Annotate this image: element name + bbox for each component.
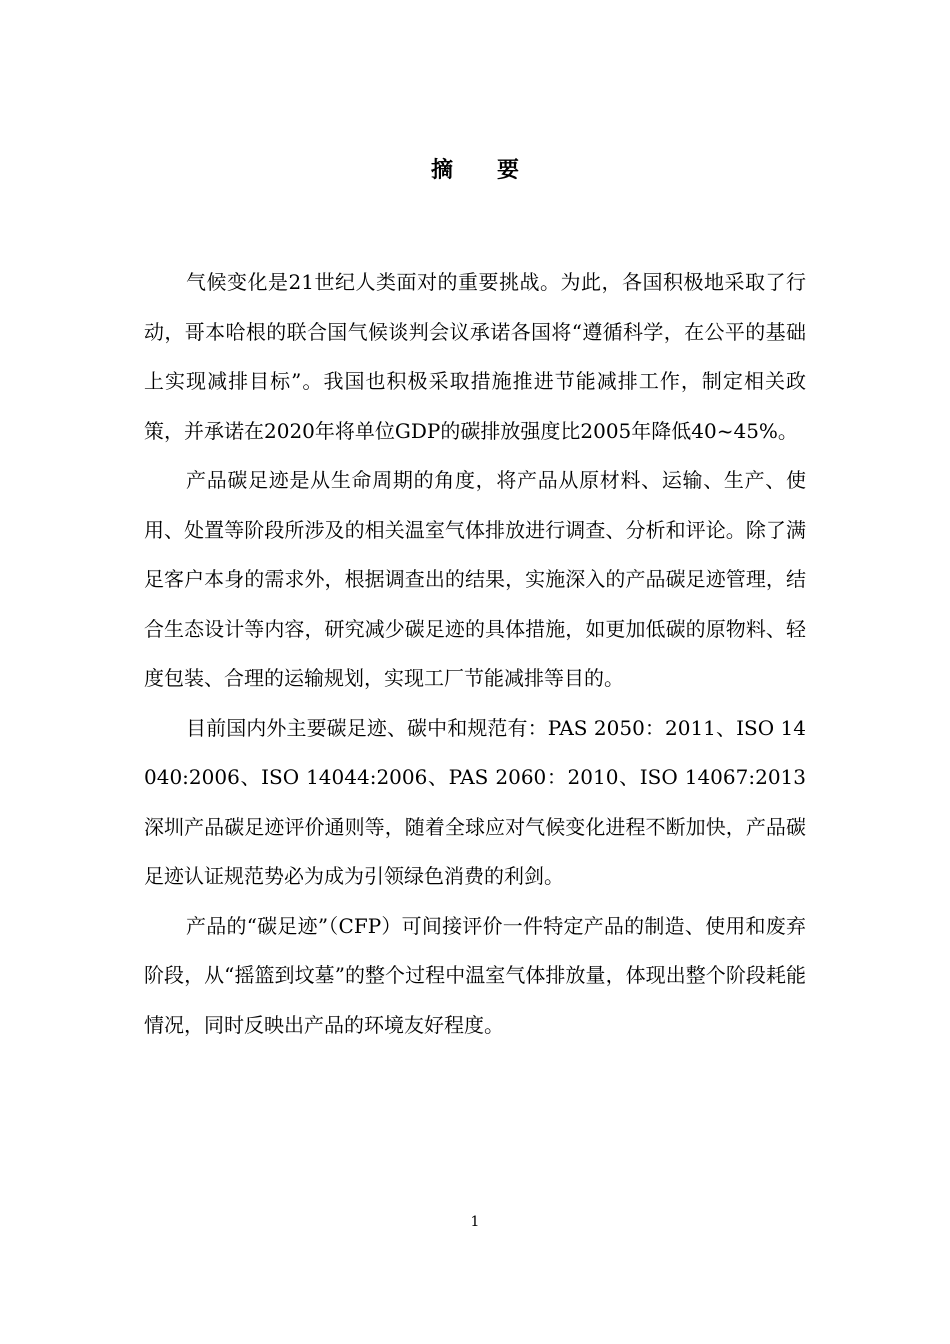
- abstract-body: [144, 258, 806, 1050]
- abstract-title: 摘要: [430, 157, 563, 183]
- paragraph-product-carbon-footprint: 产品碳足迹是从生命周期的角度，将产品从原材料、运输、生产、使用、处置等阶段所涉及的相关温室气体排放进行调查、分析和评论。除了满足客户本身的需求外，根据调查出的结果，实施深入的产品碳足迹管理，结合生态设计等内容，研究减少碳足迹的具体措施，如更加低碳的原物料、轻度包装、合理的运输规划，实现工厂节能减排等目的。: [144, 468, 806, 690]
- page-number: 1: [470, 1214, 480, 1230]
- paragraph-standards: 目前国内外主要碳足迹、碳中和规范有：PAS 2050：2011、ISO 14040:2006、ISO 14044:2006、PAS 2060：2010、ISO 14067:2013深圳产品碳足迹评价通则等，随着全球应对气候变化进程不断加快，产品碳足迹认证规范势必为成为引领绿色消费的利剑。: [144, 715, 806, 888]
- paragraph-cfp: 产品的“碳足迹”（CFP）可间接评价一件特定产品的制造、使用和废弃阶段，从“摇篮到坟墓”的整个过程中温室气体排放量，体现出整个阶段耗能情况，同时反映出产品的环境友好程度。: [144, 913, 806, 1037]
- paragraph-climate-change: 气候变化是21世纪人类面对的重要挑战。为此，各国积极地采取了行动，哥本哈根的联合国气候谈判会议承诺各国将“遵循科学，在公平的基础上实现减排目标”。我国也积极采取措施推进节能减排工作，制定相关政策，并承诺在2020年将单位GDP的碳排放强度比2005年降低40~45%。: [144, 270, 806, 443]
